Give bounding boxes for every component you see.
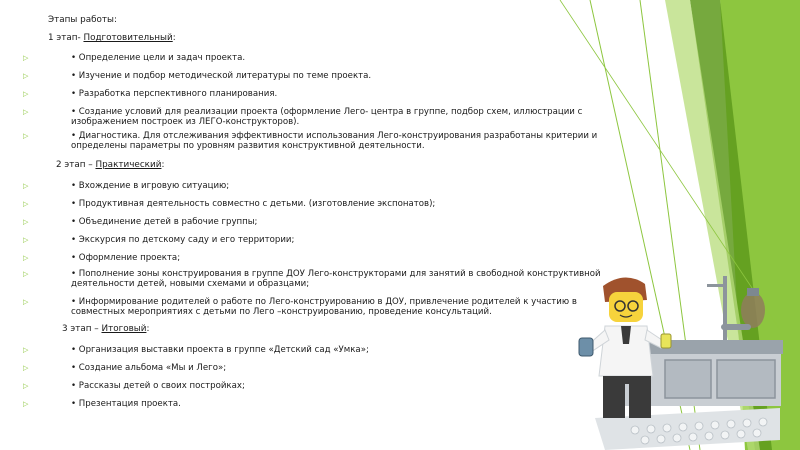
flask xyxy=(741,292,765,328)
stage-prefix: 1 этап- xyxy=(48,33,81,43)
arrow-bullet-icon: ▷ xyxy=(23,298,29,306)
arrow-bullet-icon: ▷ xyxy=(23,346,29,354)
arrow-bullet-icon: ▷ xyxy=(23,254,29,262)
stage-heading xyxy=(56,160,164,171)
beaker-left xyxy=(579,338,593,356)
list-item-line: определены параметры по уровням развития конструктивной деятельности. xyxy=(71,141,425,151)
list-item-line: • Пополнение зоны конструирования в группе ДОУ Лего-конструкторами для занятий в свободной конструктивной xyxy=(71,269,601,279)
stage-suffix: : xyxy=(172,33,176,43)
arrow-bullet-icon: ▷ xyxy=(23,400,29,408)
list-item-line: • Организация выставки проекта в группе «Детский сад «Умка»; xyxy=(71,345,369,355)
list-item-line: • Определение цели и задач проекта. xyxy=(71,53,246,63)
stage-name: Практический xyxy=(95,160,162,170)
list-item-line: • Информирование родителей о работе по Лего-конструированию в ДОУ, привлечение родителей к участию в xyxy=(71,297,577,307)
beaker-right xyxy=(661,334,671,348)
arrow-bullet-icon: ▷ xyxy=(23,364,29,372)
list-item-line: • Рассказы детей о своих постройках; xyxy=(71,381,245,391)
arrow-bullet-icon: ▷ xyxy=(23,382,29,390)
minifig-left-leg xyxy=(603,384,625,418)
arrow-bullet-icon: ▷ xyxy=(23,132,29,140)
list-item-line: • Презентация проекта. xyxy=(71,399,181,409)
stage-prefix: 2 этап – xyxy=(56,160,93,170)
list-item-line: • Объединение детей в рабочие группы; xyxy=(71,217,258,227)
burner xyxy=(721,324,751,330)
stage-heading xyxy=(62,324,149,335)
stage-suffix: : xyxy=(161,160,165,170)
arrow-bullet-icon: ▷ xyxy=(23,182,29,190)
page-title: Этапы работы: xyxy=(48,15,117,25)
arrow-bullet-icon: ▷ xyxy=(23,108,29,116)
bench-drawer xyxy=(717,360,775,398)
list-item-line: • Экскурсия по детскому саду и его территории; xyxy=(71,235,295,245)
arrow-bullet-icon: ▷ xyxy=(23,270,29,278)
list-item-line: • Создание альбома «Мы и Лего»; xyxy=(71,363,227,373)
stage-heading xyxy=(48,33,176,44)
arrow-bullet-icon: ▷ xyxy=(23,218,29,226)
list-item-line: совместных мероприятиях с детьми по Лего –конструированию, проведение консультаций. xyxy=(71,307,492,317)
minifig-hips xyxy=(603,376,651,384)
list-item-line: изображением построек из ЛЕГО-конструкторов). xyxy=(71,117,300,127)
lego-scientist-illustration xyxy=(575,268,785,450)
arrow-bullet-icon: ▷ xyxy=(23,54,29,62)
minifig-right-leg xyxy=(629,384,651,418)
list-item-line: деятельности детей, новыми схемами и образцами; xyxy=(71,279,310,289)
stand-arm xyxy=(707,284,727,287)
list-item-line: • Разработка перспективного планирования. xyxy=(71,89,278,99)
flask-cap xyxy=(747,288,759,296)
list-item-line: • Оформление проекта; xyxy=(71,253,181,263)
list-item-line: • Продуктивная деятельность совместно с детьми. (изготовление экспонатов); xyxy=(71,199,436,209)
arrow-bullet-icon: ▷ xyxy=(23,72,29,80)
arrow-bullet-icon: ▷ xyxy=(23,90,29,98)
stage-name: Подготовительный xyxy=(83,33,173,43)
stage-suffix: : xyxy=(146,324,150,334)
arrow-bullet-icon: ▷ xyxy=(23,200,29,208)
list-item-line: • Изучение и подбор методической литературы по теме проекта. xyxy=(71,71,372,81)
stage-name: Итоговый xyxy=(101,324,147,334)
bench-door xyxy=(665,360,711,398)
list-item-line: • Создание условий для реализации проекта (оформление Лего- центра в группе, подбор схем, иллюстрации с xyxy=(71,107,583,117)
list-item-line: • Вхождение в игровую ситуацию; xyxy=(71,181,230,191)
list-item-line: • Диагностика. Для отслеживания эффективности использования Лего-конструирования разработаны критерии и xyxy=(71,131,598,141)
stage-prefix: 3 этап – xyxy=(62,324,99,334)
arrow-bullet-icon: ▷ xyxy=(23,236,29,244)
